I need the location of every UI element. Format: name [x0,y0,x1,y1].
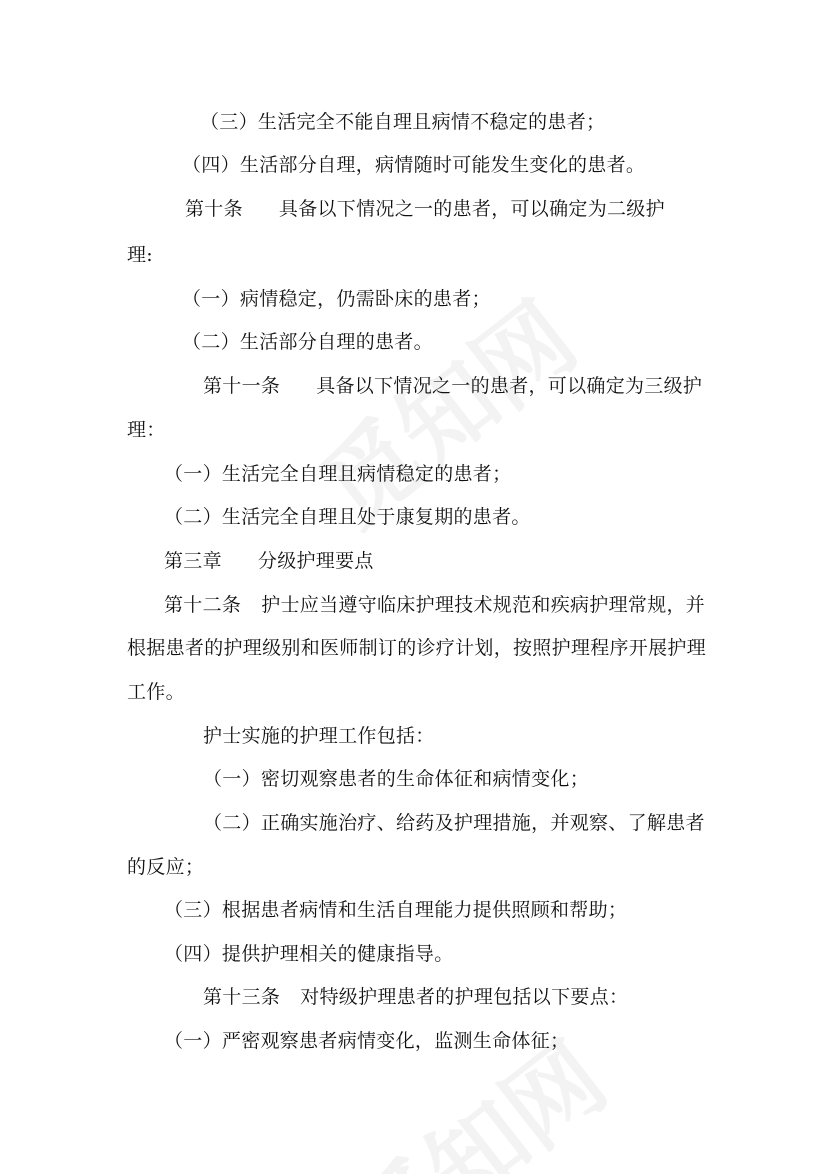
text-line: 的反应； [127,856,205,878]
text-line: （一）病情稳定，仍需卧床的患者； [182,288,491,310]
text-line: （一）生活完全自理且病情稳定的患者； [164,463,512,485]
chapter-title: 分级护理要点 [257,550,374,572]
article-heading [164,593,705,617]
article-heading [185,197,665,221]
text-line: 工作。 [127,681,185,703]
text-line: 护士实施的护理工作包括： [203,725,435,747]
text-line: （二）生活部分自理的患者。 [182,331,433,353]
text-line: （二）正确实施治疗、给药及护理措施，并观察、了解患者 [203,812,705,834]
text-line: （三）生活完全不能自理且病情不稳定的患者； [200,111,606,133]
text-line: （四）生活部分自理，病情随时可能发生变化的患者。 [182,154,646,176]
text-line: （三）根据患者病情和生活自理能力提供照顾和帮助； [164,899,628,921]
article-number: 第十一条 [203,375,281,397]
chapter-number: 第三章 [164,550,222,572]
article-text: 对特级护理患者的护理包括以下要点： [300,986,629,1008]
text-line: 理: [127,244,154,266]
article-text: 具备以下情况之一的患者，可以确定为三级护 [316,375,703,397]
article-heading [203,985,628,1009]
text-line: 理： [127,419,166,441]
article-text: 护士应当遵守临床护理技术规范和疾病护理常规，并 [261,594,706,616]
article-number: 第十二条 [164,594,242,616]
text-line: 根据患者的护理级别和医师制订的诊疗计划，按照护理程序开展护理 [127,637,707,659]
article-number: 第十条 [185,198,243,220]
article-heading [203,374,702,398]
text-line: （四）提供护理相关的健康指导。 [164,943,454,965]
article-number: 第十三条 [203,986,281,1008]
chapter-heading [164,549,374,573]
text-line: （二）生活完全自理且处于康复期的患者。 [164,506,531,528]
article-text: 具备以下情况之一的患者，可以确定为二级护 [278,198,665,220]
text-line: （一）严密观察患者病情变化，监测生命体征； [164,1030,570,1052]
text-line: （一）密切观察患者的生命体征和病情变化； [203,768,590,790]
